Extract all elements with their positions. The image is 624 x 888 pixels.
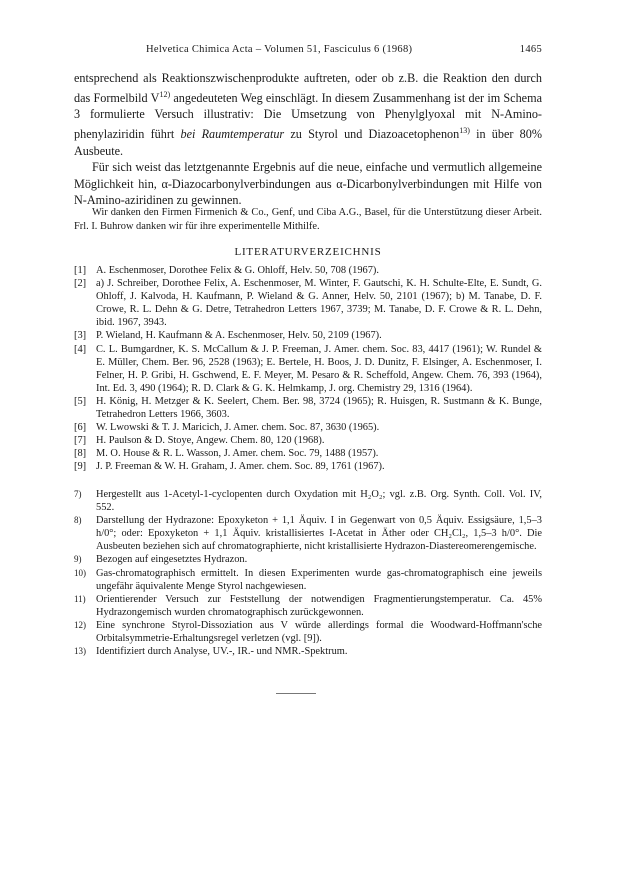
footnote-item bbox=[74, 514, 542, 553]
paragraph-1-text-a: entsprechend als Reaktionszwischenprodukte auftreten, oder ob z.B. die Reaktion den durch das Formelbild V bbox=[74, 71, 542, 105]
reference-text: a) J. Schreiber, Dorothee Felix, A. Eschenmoser, M. Winter, F. Gautschi, K. H. Schulte-Elte, E. Sundt, G. Ohloff, J. Kalvoda, H. Kaufmann, P. Wieland & G. Anner, Helv. 50, 2101 (1967); b) M. Tanabe, D. F. Crowe, R. L. Dehn & G. Detre, Tetrahedron Letters 1967, 3739; M. Tanabe, D. F. Crowe & R. L. Dehn, ibid. 1967, 3943. bbox=[96, 278, 542, 329]
journal-header-title: Helvetica Chimica Acta – Volumen 51, Fasciculus 6 (1968) bbox=[146, 44, 413, 55]
reference-text: M. O. House & R. L. Wasson, J. Amer. chem. Soc. 79, 1488 (1957). bbox=[96, 448, 379, 460]
footnote-number: 9) bbox=[74, 554, 82, 565]
reference-item bbox=[74, 395, 542, 421]
reference-item bbox=[74, 421, 542, 434]
reference-number: [6] bbox=[74, 422, 87, 434]
footnote-number: 7) bbox=[74, 489, 82, 499]
footnote-number: 13) bbox=[74, 646, 86, 657]
reference-number: [8] bbox=[74, 448, 87, 460]
acknowledgement: Wir danken den Firmen Firmenich & Co., Genf, und Ciba A.G., Basel, für die Unterstützung dieser Arbeit. Frl. I. Buhrow danken wir für ihre experimentelle Mithilfe. bbox=[74, 207, 542, 232]
reference-item bbox=[74, 434, 542, 447]
footnote-ref-13: 13) bbox=[459, 125, 470, 135]
reference-item bbox=[74, 329, 542, 342]
running-header bbox=[74, 44, 542, 58]
references-heading: LITERATURVERZEICHNIS bbox=[234, 246, 382, 258]
footnote-item bbox=[74, 645, 542, 658]
page-number: 1465 bbox=[519, 44, 542, 55]
reference-item bbox=[74, 447, 542, 460]
paragraph-1 bbox=[74, 70, 542, 159]
paragraph-1-emphasis: bei Raumtemperatur bbox=[180, 126, 285, 141]
footnote-text: Bezogen auf eingesetztes Hydrazon. bbox=[96, 554, 248, 566]
reference-number: [5] bbox=[74, 395, 87, 407]
reference-number: [7] bbox=[74, 435, 87, 447]
footnote-text: Gas-chromatographisch ermittelt. In diesen Experimenten wurde gas-chromatographisch eine jeweils ungefähr äquivalente Menge Styrol nachgewiesen. bbox=[96, 567, 542, 592]
reference-item bbox=[74, 460, 542, 473]
footnote-number: 10) bbox=[74, 567, 86, 578]
reference-number: [2] bbox=[74, 278, 87, 290]
footnote-number: 11) bbox=[74, 593, 86, 604]
footnote-text: Hergestellt aus 1-Acetyl-1-cyclopenten durch Oxydation mit H₂O₂; vgl. z.B. Org. Synth. Coll. Vol. IV, 552. bbox=[96, 489, 542, 514]
reference-number: [9] bbox=[74, 461, 87, 473]
reference-number: [1] bbox=[74, 265, 87, 276]
reference-number: [3] bbox=[74, 330, 87, 342]
reference-item bbox=[74, 264, 542, 277]
paragraph-1-text-c: zu Styrol und Diazoacetophenon bbox=[284, 126, 460, 141]
footnote-item bbox=[74, 619, 542, 645]
footnote-text: Darstellung der Hydrazone: Epoxyketon + 1,1 Äquiv. I in Gegenwart von 0,5 Äquiv. Essigsäure, 1,5–3 h/0°; oder: Epoxyketon + 1,1 Äquiv. kristallisiertes I-Acetat in Äther oder CH₂Cl₂, 1,5–3 h/0°. Die Ausbeuten beziehen sich auf chromatographierte, nicht kristallisierte Hydrazon-Diastereomerengemische. bbox=[96, 515, 542, 553]
footnote-number: 12) bbox=[74, 619, 86, 630]
footnote-ref-12: 12) bbox=[159, 89, 171, 99]
footnote-text: Identifiziert durch Analyse, UV.-, IR.- und NMR.-Spektrum. bbox=[96, 646, 348, 658]
reference-text: A. Eschenmoser, Dorothee Felix & G. Ohloff, Helv. 50, 708 (1967). bbox=[96, 265, 379, 276]
footnote-item bbox=[74, 593, 542, 619]
reference-text: C. L. Bumgardner, K. S. McCallum & J. P. Freeman, J. Amer. chem. Soc. 83, 4417 (1961); W. Rundel & E. Müller, Chem. Ber. 96, 2528 (1963); E. Bertele, H. Boos, J. D. Dunitz, F. Elsinger, A. Eschenmoser, I. Felner, H. P. Gribi, H. Gschwend, E. F. Meyer, M. Pesaro & R. Scheffold, Angew. Chem. 76, 393 (1964), Int. Ed. 3, 490 (1964); R. D. Clark & G. K. Helmkamp, J. org. Chemistry 29, 1316 (1964). bbox=[96, 343, 542, 394]
footnote-text: Eine synchrone Styrol-Dissoziation aus V würde allerdings formal die Woodward-Hoffmann'sche Orbitalsymmetrie-Erhaltungsregel verletzen (vgl. [9]). bbox=[96, 619, 542, 645]
reference-number: [4] bbox=[74, 343, 87, 355]
end-rule bbox=[276, 693, 316, 694]
reference-list bbox=[74, 264, 542, 474]
footnote-number: 8) bbox=[74, 515, 82, 526]
reference-text: J. P. Freeman & W. H. Graham, J. Amer. chem. Soc. 89, 1761 (1967). bbox=[96, 461, 385, 473]
footnote-item bbox=[74, 567, 542, 593]
reference-item bbox=[74, 343, 542, 395]
reference-text: P. Wieland, H. Kaufmann & A. Eschenmoser, Helv. 50, 2109 (1967). bbox=[96, 330, 382, 342]
footnote-item bbox=[74, 553, 542, 566]
reference-text: H. König, H. Metzger & K. Seelert, Chem. Ber. 98, 3724 (1965); R. Huisgen, R. Sustmann & K. Bunge, Tetrahedron Letters 1966, 3603. bbox=[96, 395, 542, 421]
footnote-item bbox=[74, 488, 542, 514]
footnote-text: Orientierender Versuch zur Feststellung der notwendigen Fragmentierungstemperatur. Ca. 45% Hydrazongemisch wurden chromatographisch zurückgewonnen. bbox=[96, 593, 542, 618]
reference-text: H. Paulson & D. Stoye, Angew. Chem. 80, 120 (1968). bbox=[96, 435, 325, 447]
paragraph-1-text-d: in über 80% Ausbeute. bbox=[74, 126, 542, 158]
reference-item bbox=[74, 277, 542, 329]
paragraph-1-text-b: angedeuteten Weg einschlägt. In diesem Zusammenhang ist der im Schema 3 formulierte Versuch illustrativ: Die Umsetzung von Phenylglyoxal mit N-Amino-phenylaziridin führt bbox=[74, 90, 542, 141]
main-text bbox=[74, 70, 542, 209]
reference-text: W. Lwowski & T. J. Maricich, J. Amer. chem. Soc. 87, 3630 (1965). bbox=[96, 422, 380, 434]
paragraph-2: Für sich weist das letztgenannte Ergebnis auf die neue, einfache und vermutlich allgemeine Möglichkeit hin, α-Diazocarbonylverbindungen aus α-Dicarbonylverbindungen mit Hilfe von N-Amino-aziridinen zu gewinnen. bbox=[74, 160, 542, 208]
footnote-list bbox=[74, 488, 542, 658]
